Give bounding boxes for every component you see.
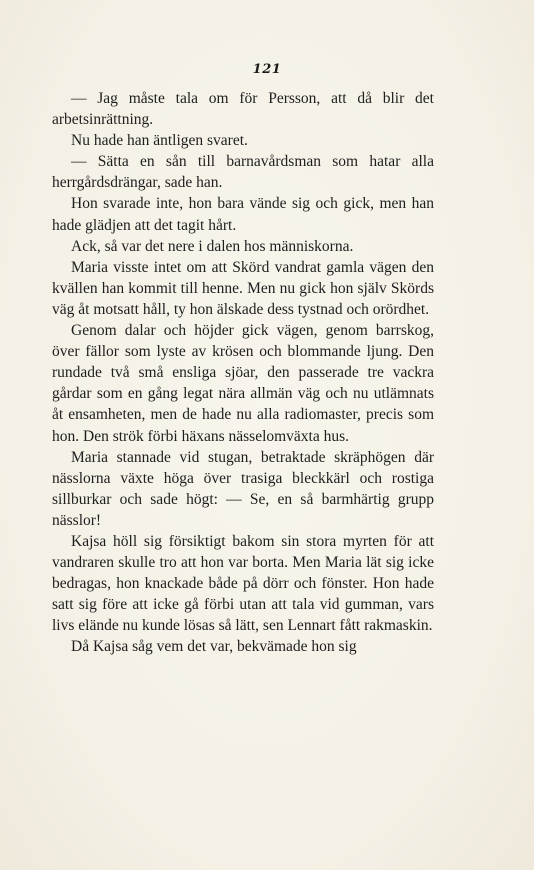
paragraph: — Sätta en sån till barnavårdsman som hatar alla herrgårdsdrängar, sade han.	[52, 153, 434, 192]
paragraph: Hon svarade inte, hon bara vände sig och gick, men han hade glädjen att det tagit hårt.	[52, 195, 434, 234]
paragraph: Maria visste intet om att Skörd vandrat gamla vägen den kvällen han kommit till henne. Men nu gick hon själv Skörds väg åt motsatt håll, ty hon älskade dess tystnad och orördhet.	[52, 258, 434, 318]
page-number: 121	[252, 62, 282, 77]
paragraph: Maria stannade vid stugan, betraktade skräphögen där nässlorna växte höga över trasiga bleckkärl och rostiga sillburkar och sade högt: — Se, en så barmhärtig grupp nässlor!	[52, 448, 434, 529]
paragraph: Kajsa höll sig försiktigt bakom sin stora myrten för att vandraren skulle tro att hon var borta. Men Maria lät sig icke bedragas, hon knackade både på dörr och fönster. Hon hade satt sig före att icke gå förbi utan att tala vid gumman, vars livs elände nu kunde lösas så lätt, sen Lennart fått rakmaskin.	[52, 532, 434, 635]
body-text	[52, 88, 434, 658]
paragraph: Nu hade han äntligen svaret.	[71, 132, 248, 150]
paragraph: Genom dalar och höjder gick vägen, genom barrskog, över fällor som lyste av krösen och blommande ljung. Den rundade två små ensliga sjöar, den passerade tre vackra gårdar som en gång legat nära allmän väg och nu utlämnats åt ensamheten, men de hade nu alla radiomaster, precis som hon. Den strök förbi häxans nässelomväxta hus.	[52, 322, 434, 445]
paragraph: Ack, så var det nere i dalen hos människorna.	[71, 237, 354, 255]
paragraph: Då Kajsa såg vem det var, bekvämade hon sig	[71, 638, 357, 656]
paragraph: — Jag måste tala om för Persson, att då blir det arbetsinrättning.	[52, 90, 434, 129]
